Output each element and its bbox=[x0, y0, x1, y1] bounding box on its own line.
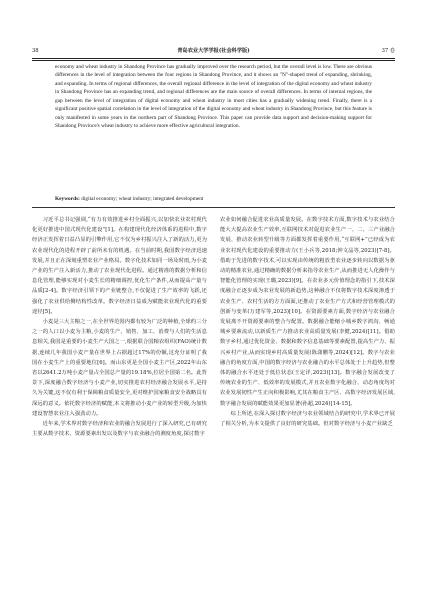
body-column-right bbox=[220, 215, 395, 429]
header-rule-bottom bbox=[32, 60, 395, 61]
body-column-left bbox=[32, 215, 207, 439]
running-header bbox=[32, 45, 395, 57]
abstract-paragraph: economy and wheat industry in Shandong Province has gradually improved over the research period, but the overall level is low. There are obvious differences in the level of integration between the four regions in Shandong Province, and it shows an "N"-shaped trend of expanding, shrinking, and expanding. In terms of regional differences, the overall regional difference in the level of integration of the digital economy and wheat industry in Shandong Province has an expanding trend, and regional differences are the main source of overall differences. In terms of internal regions, the gap between the level of integration of digital economy and wheat industry in most cities has a gradually widening trend. Finally, there is a significant positive spatial correlation in the level of integration of the digital economy and wheat industry in Shandong Province, but this feature is only manifested in some years in the northern part of Shandong Province. This paper can provide data support and decision-making support for Shandong Province's wheat industry to achieve more effective agricultural integration. bbox=[55, 64, 372, 130]
body-paragraph: 近年来,学术界对数字经济和农业的融合发展进行了深入研究,已有研究主要从数字技术、资源要素出发以及数字与农业融合的测度角度,探讨数字 bbox=[32, 421, 207, 438]
page-number: 38 bbox=[32, 48, 39, 54]
keywords-text: digital economy; wheat industry; integrated development bbox=[79, 196, 204, 202]
body-paragraph: 综上所述,在深入探讨数字经济与农业领域结合的研究中,学术界已开展了相关分析,为本文提供了良好的研究基础。但对数字经济与小麦产业缺乏 bbox=[220, 410, 395, 428]
page-footer bbox=[0, 589, 427, 597]
keywords-label: Keywords: bbox=[55, 196, 80, 202]
body-paragraph: 小麦是三大主粮之一,在全世界范围内都有较为广泛的种植,全球约三分之一的人口以小麦为主粮,小麦的生产、销售、加工、消费与人们的生活息息相关,我国是重要的小麦生产大国之一,根据联合国粮农组织(FAO)统计数据,连续几年我国小麦产量在世界上占据超过17%的份额,这充分证明了我国在小麦生产上的重要地位[6]。而山东更是全国小麦主产区,2022年山东省以2641.2万吨小麦产量占全国总产量的19.18%,位居全国第二名。此背景下,深度融合数字经济与小麦产业,切实推进农村经济融合发展水平,是持久为关键,这不仅有利于保障粮食质量安全,更对维护国家粮食安全战略具有深远的意义。依托数字经济的赋能,本文将推动小麦产业的转型升级,为加快建设智慧农业注入强劲动力。 bbox=[32, 319, 207, 417]
journal-title: 青岛农业大学学报(社会科学版) bbox=[177, 48, 250, 54]
body-paragraph: 习近平总书记强调,“有力有效推进乡村全面振兴,以加快农业农村现代化更好推进中国式现代化建设”[1]。在构建现代化经济体系的进程中,数字经济正发挥着日益凸显的引擎作用,它不仅为乡村振兴注入了新的活力,更为农业现代化的进程开辟了前所未有的机遇。在当前时期,我国数字经济迅速发展,并且正在深刻重塑农业产业格局。数字化技术如同一场及时雨,为小麦产业的生产注入新活力,推动了农业现代化进程。通过精准的数据分析和信息化管理,能够实现对小麦生长的精细调控,优化生产条件,从而提高产量与品质[2-4]。数字经济引领下的产业链整合,不仅促进了生产效率的飞跃,还强化了农业供给侧结构性改革。数字经济日益成为赋能农业现代化的重要途径[5]。 bbox=[32, 217, 207, 315]
section-divider bbox=[32, 207, 395, 208]
keywords-line bbox=[55, 195, 372, 203]
body-paragraph: 农业如何融合促进农业高质量发展。在数字技术方面,数字技术与农业结合能大大提高农业生产效率,互联网技术对促进农业生产一、二、三产业融合发展、推动农业转型升级等方面都发挥着重要作用,“互联网+”已经成为农业农村现代化建设的重要推动力(王小兵等,2018;钟文晶等,2023)[7-8]。借助于先进的数字技术,可以实现由传统的粗放型农业逐步转向以数据为驱动的精准农业,通过精确的数据分析来指导农业生产,从而推进无人化操作与智能化管理的实现(王璐,2023)[9]。在农业多元价值理念的指引下,技术深度融合正逐步成为农业发展的新趋势,这种融合不仅将数字技术深度渗透于农业生产、农村生活的方方面面,还推动了农业生产方式和经营管理模式的创新与变革(万建军等,2023)[10]。在资源要素方面,数字经济与农业融合发展离不开资源要素的整合与配置。数据融合能缩小城乡数字鸿沟、畅通城乡要素流动,以新质生产力推动农业高质量发展(李健,2024)[11]。借助数字乡村,通过优化资金、数据和数字信息基础等要素配置,提高生产力、振兴乡村产业,从而实现乡村高质量发展(陈潇鹏等,2024)[12]。数字与农业融合的角度方面,中国的数字经济与农业融合的水平总体处于上升趋势,但整体的融合水平还处于低位状态(王定详,2023)[13]。数字融合发展改变了传统农业的生产、低效率的发展模式,并且农业数字化融合、动态角度均对农业发展韧性产生正向积极影响,尤其在粮食主产区、高数字经济发展区域,数字融合发展的赋能效果更加显著(孙超,2024)[14-15]。 bbox=[220, 217, 395, 407]
english-abstract bbox=[55, 63, 372, 131]
volume-label: 37 卷 bbox=[381, 48, 395, 54]
